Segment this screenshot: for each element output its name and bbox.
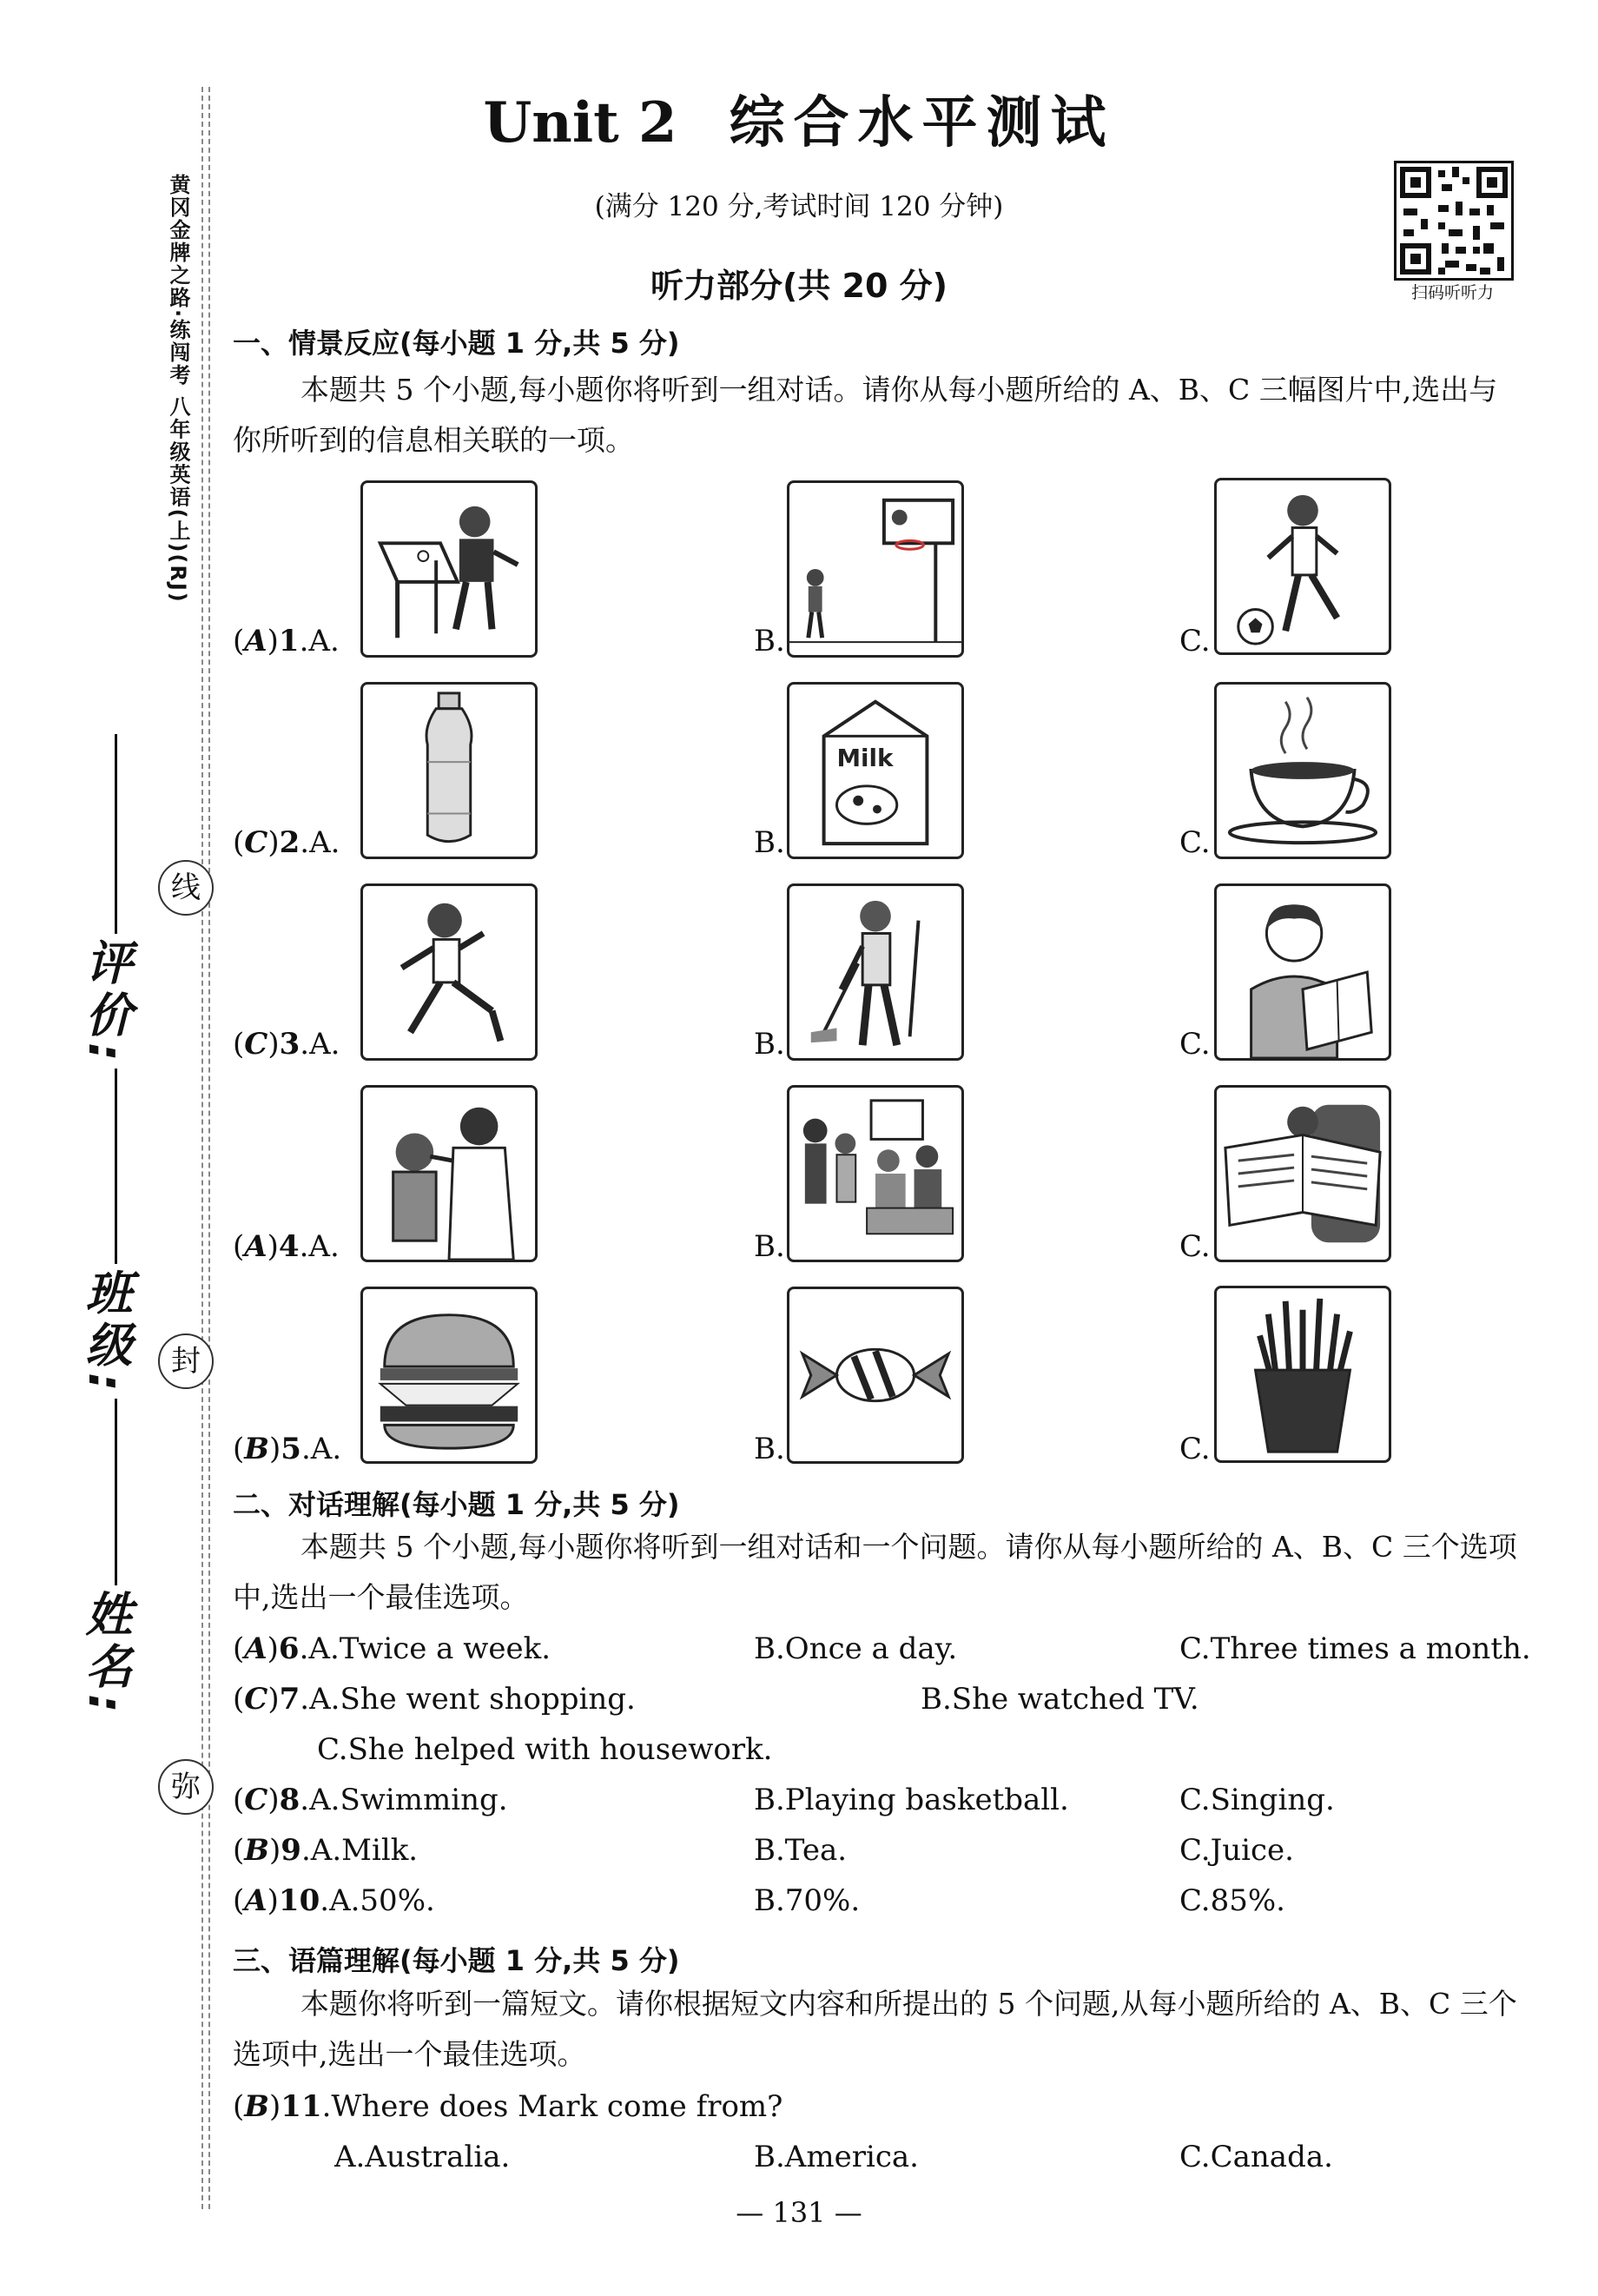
q3-label: (C)3.A. [233, 1027, 340, 1062]
section3-title: 三、语篇理解(每小题 1 分,共 5 分) [233, 1944, 680, 1977]
q7-label: (C)7.A.She went shopping. [233, 1682, 636, 1717]
sweeping-man-icon[interactable] [787, 883, 964, 1061]
q7-option-a: A.She went shopping. [309, 1682, 636, 1717]
q10-number: 10 [278, 1883, 320, 1918]
spine-title: 黄冈金牌之路·练闯考 八年级英语(上)(RJ) [166, 174, 190, 604]
q6-option-a: A.Twice a week. [308, 1631, 551, 1666]
q8-answer: C [244, 1783, 268, 1817]
q9-number: 9 [281, 1833, 301, 1868]
seal-line-mark: 线 [158, 860, 214, 916]
q11-option-b: B.America. [754, 2140, 919, 2174]
soccer-icon[interactable] [1214, 478, 1391, 655]
section1-title: 一、情景反应(每小题 1 分,共 5 分) [233, 327, 680, 360]
q1-option-c: C. [1179, 624, 1211, 658]
q6-answer: A [244, 1631, 267, 1666]
q3-option-b: B. [754, 1027, 785, 1062]
q11-number: 11 [281, 2089, 322, 2124]
page-number: — 131 — [736, 2196, 862, 2229]
q10-option-a: A.50%. [329, 1883, 435, 1918]
q11-answer: B [244, 2089, 270, 2124]
q1-option-b: B. [754, 624, 785, 658]
q5-number: 5 [281, 1432, 301, 1466]
q2-number: 2 [279, 825, 300, 860]
q10-option-c: C.85%. [1179, 1883, 1285, 1918]
q10-option-b: B.70%. [754, 1883, 861, 1918]
q11-option-a: A.Australia. [334, 2140, 511, 2174]
running-boy-icon[interactable] [360, 883, 538, 1061]
q7-option-c: C.She helped with housework. [317, 1732, 773, 1767]
q1-option-a: A. [308, 624, 340, 658]
basketball-icon[interactable] [787, 480, 964, 658]
q5-option-b: B. [754, 1432, 785, 1466]
family-group-icon[interactable] [787, 1085, 964, 1262]
unit-title: Unit 2 [483, 90, 677, 155]
q2-label: (C)2.A. [233, 825, 340, 860]
q6-label: (A)6.A.Twice a week. [233, 1631, 551, 1666]
q4-option-b: B. [754, 1229, 785, 1264]
q8-label: (C)8.A.Swimming. [233, 1783, 508, 1817]
q1-label: (A)1.A. [233, 624, 340, 658]
name-label: 姓名: [78, 1590, 133, 1718]
section2-instruction: 本题共 5 个小题,每小题你将听到一组对话和一个问题。请你从每小题所给的 A、B、C 三个选项中,选出一个最佳选项。 [233, 1530, 1517, 1614]
q8-option-b: B.Playing basketball. [754, 1783, 1069, 1817]
q5-answer: B [244, 1432, 270, 1466]
q9-option-b: B.Tea. [754, 1833, 848, 1868]
name-line[interactable] [115, 1399, 117, 1585]
q8-option-a: A.Swimming. [309, 1783, 508, 1817]
evaluation-label: 评价: [78, 938, 133, 1067]
section1-instruction: 本题共 5 个小题,每小题你将听到一组对话。请你从每小题所给的 A、B、C 三幅图片中,选出与你所听到的信息相关联的一项。 [233, 373, 1498, 457]
qr-caption: 扫码听听力 [1410, 283, 1494, 302]
french-fries-icon[interactable] [1214, 1286, 1391, 1463]
table-tennis-icon[interactable] [360, 480, 538, 658]
section3-instruction: 本题你将听到一篇短文。请你根据短文内容和所提出的 5 个问题,从每小题所给的 A、B、C 三个选项中,选出一个最佳选项。 [233, 1987, 1517, 2071]
q6-number: 6 [278, 1631, 300, 1666]
qr-pattern [1397, 163, 1511, 278]
q3-option-c: C. [1179, 1027, 1211, 1062]
binding-dashed-line-2 [208, 87, 210, 2209]
doctor-patient-icon[interactable] [360, 1085, 538, 1262]
q9-answer: B [244, 1833, 270, 1868]
exam-info: (满分 120 分,考试时间 120 分钟) [594, 191, 1004, 222]
q7-answer: C [244, 1682, 268, 1717]
milk-carton-icon[interactable] [787, 682, 964, 859]
q6-option-c: C.Three times a month. [1179, 1631, 1531, 1666]
q11-label: (B)11.Where does Mark come from? [233, 2089, 783, 2124]
q4-number: 4 [278, 1229, 300, 1264]
q11-option-c: C.Canada. [1179, 2140, 1333, 2174]
class-label: 班级: [78, 1268, 133, 1397]
q6-option-b: B.Once a day. [754, 1631, 958, 1666]
q11-question: Where does Mark come from? [331, 2089, 783, 2124]
evaluation-line[interactable] [115, 734, 117, 934]
candy-icon[interactable] [787, 1287, 964, 1464]
q7-option-b: B.She watched TV. [921, 1682, 1199, 1717]
page-title [0, 78, 1598, 158]
q2-answer: C [244, 825, 268, 860]
q3-number: 3 [279, 1027, 300, 1062]
water-bottle-icon[interactable] [360, 682, 538, 859]
test-title: 综合水平测试 [729, 91, 1115, 155]
q1-number: 1 [278, 624, 300, 658]
q9-label: (B)9.A.Milk. [233, 1833, 419, 1868]
q8-option-c: C.Singing. [1179, 1783, 1335, 1817]
q5-label: (B)5.A. [233, 1432, 342, 1466]
q2-option-b: B. [754, 825, 785, 860]
q3-option-a: A. [309, 1027, 340, 1062]
q4-option-a: A. [308, 1229, 340, 1264]
q2-option-a: A. [309, 825, 340, 860]
q2-option-c: C. [1179, 825, 1211, 860]
q5-option-c: C. [1179, 1432, 1211, 1466]
q8-number: 8 [279, 1783, 300, 1817]
q4-label: (A)4.A. [233, 1229, 340, 1264]
q9-option-c: C.Juice. [1179, 1833, 1294, 1868]
coffee-cup-icon[interactable] [1214, 682, 1391, 859]
q4-answer: A [244, 1229, 267, 1264]
svg-text:Milk: Milk [836, 744, 894, 773]
q1-answer: A [244, 624, 267, 658]
seal-mi-mark: 弥 [158, 1759, 214, 1815]
reading-boy-icon[interactable] [1214, 883, 1391, 1061]
q10-answer: A [244, 1883, 267, 1918]
class-line[interactable] [115, 1069, 117, 1264]
qr-code-icon[interactable] [1394, 161, 1514, 281]
q9-option-a: A.Milk. [310, 1833, 419, 1868]
q4-option-c: C. [1179, 1229, 1211, 1264]
q3-answer: C [244, 1027, 268, 1062]
q7-number: 7 [279, 1682, 300, 1717]
q10-label: (A)10.A.50%. [233, 1883, 435, 1918]
listening-header: 听力部分(共 20 分) [650, 267, 948, 305]
newspaper-reader-icon[interactable] [1214, 1085, 1391, 1262]
q5-option-a: A. [310, 1432, 342, 1466]
binding-dashed-line [201, 87, 203, 2209]
hamburger-icon[interactable] [360, 1287, 538, 1464]
section2-title: 二、对话理解(每小题 1 分,共 5 分) [233, 1488, 680, 1521]
seal-seal-mark: 封 [158, 1333, 214, 1389]
